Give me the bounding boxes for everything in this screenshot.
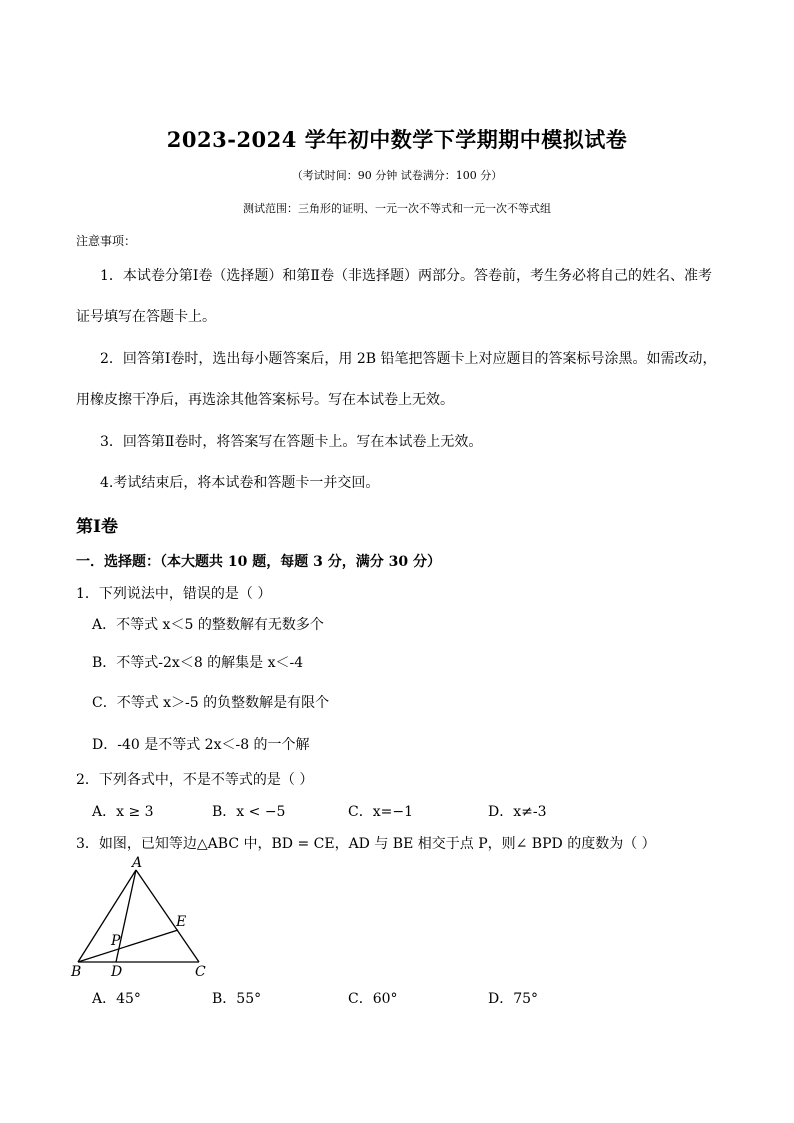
- question-2-option-c: C．x=−1: [348, 804, 413, 820]
- question-3-option-d: D．75°: [488, 991, 539, 1007]
- question-3-stem: 3．如图，已知等边△ABC 中，BD = CE，AD 与 BE 相交于点 P，则∠ BPD 的度数为（ ）: [76, 836, 656, 852]
- note-2-line-1: 2．回答第Ⅰ卷时，选出每小题答案后，用 2B 铅笔把答题卡上对应题目的答案标号涂黑。如需改动，: [100, 351, 717, 367]
- note-4: 4.考试结束后，将本试卷和答题卡一并交回。: [100, 475, 380, 491]
- question-1-option-a: A．不等式 x＜5 的整数解有无数多个: [92, 617, 324, 633]
- question-2-stem: 2．下列各式中，不是不等式的是（ ）: [76, 772, 314, 788]
- label-d: D: [111, 964, 123, 980]
- label-c: C: [195, 964, 206, 980]
- note-2-line-2: 用橡皮擦干净后，再选涂其他答案标号。写在本试卷上无效。: [76, 392, 454, 408]
- question-2-option-a: A．x ≥ 3: [92, 804, 154, 820]
- question-2-option-d: D．x≠-3: [488, 804, 547, 820]
- label-e: E: [176, 914, 187, 930]
- question-3-option-c: C．60°: [348, 991, 398, 1007]
- label-a: A: [132, 855, 143, 871]
- note-1-line-1: 1．本试卷分第Ⅰ卷（选择题）和第Ⅱ卷（非选择题）两部分。答卷前，考生务必将自己的姓名、准考: [100, 268, 712, 284]
- question-1-option-c: C．不等式 x＞-5 的负整数解是有限个: [92, 695, 330, 711]
- triangle-figure: [66, 850, 226, 980]
- label-b: B: [71, 964, 82, 980]
- question-1-option-b: B．不等式-2x＜8 的解集是 x＜-4: [92, 655, 304, 671]
- question-2-option-b: B．x < −5: [212, 804, 286, 820]
- volume-heading: 第Ⅰ卷: [76, 517, 118, 537]
- question-1-stem: 1．下列说法中，错误的是（ ）: [76, 586, 272, 602]
- note-3: 3．回答第Ⅱ卷时，将答案写在答题卡上。写在本试卷上无效。: [100, 434, 483, 450]
- exam-time-info: （考试时间：90 分钟 试卷满分：100 分）: [291, 169, 503, 182]
- notes-heading: 注意事项：: [76, 234, 137, 248]
- question-3-option-a: A．45°: [92, 991, 141, 1007]
- segment-be: [78, 930, 178, 962]
- page-title: 2023-2024 学年初中数学下学期期中模拟试卷: [166, 127, 628, 152]
- segment-ac: [136, 870, 199, 962]
- section-heading: 一．选择题：（本大题共 10 题，每题 3 分，满分 30 分）: [76, 554, 441, 570]
- question-1-option-d: D．-40 是不等式 2x＜-8 的一个解: [92, 737, 310, 753]
- note-1-line-2: 证号填写在答题卡上。: [76, 309, 216, 325]
- label-p: P: [111, 933, 121, 949]
- test-scope: 测试范围：三角形的证明、一元一次不等式和一元一次不等式组: [243, 202, 551, 215]
- segment-ab: [78, 870, 136, 962]
- question-3-option-b: B．55°: [212, 991, 262, 1007]
